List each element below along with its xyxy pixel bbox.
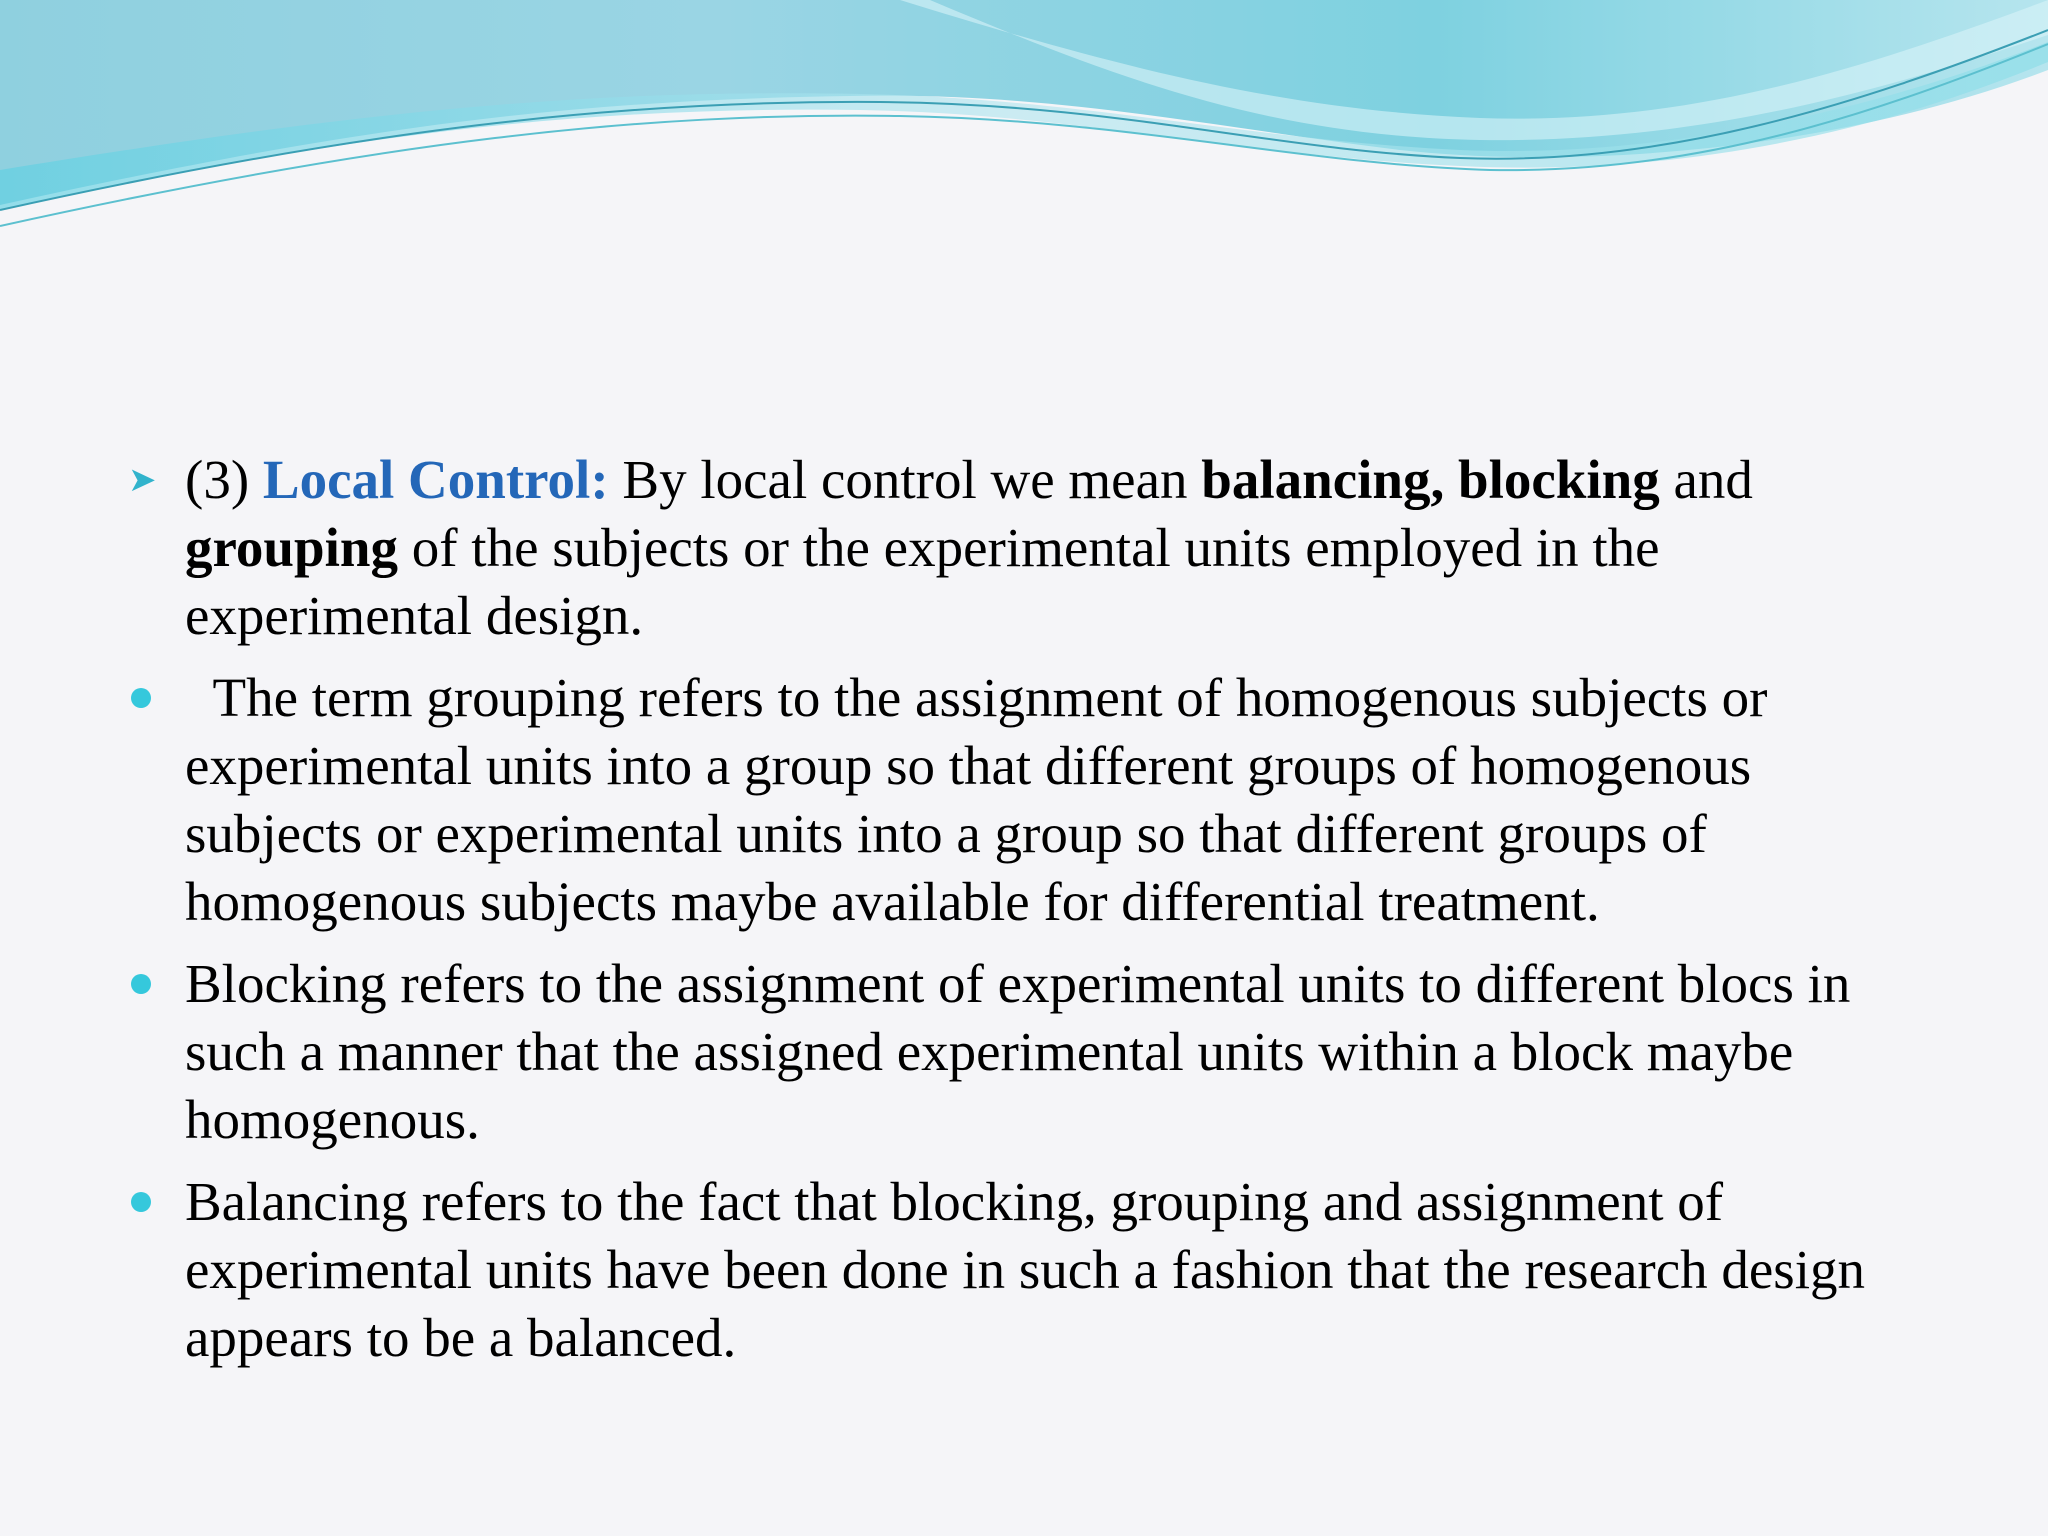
local-control-item [128, 446, 1928, 650]
blocking-item [128, 950, 1928, 1154]
definition-text: By local control we mean [622, 449, 1188, 510]
round-bullet-icon [131, 688, 151, 708]
content-bullet-list [128, 446, 1928, 1386]
balancing-blocking-term: balancing, blocking [1201, 449, 1660, 510]
definition-continuation: of the subjects or the experimental units employed in the experimental design. [185, 517, 1660, 646]
conjunction-text: and [1673, 449, 1753, 510]
balancing-item [128, 1168, 1928, 1372]
blocking-text: Blocking refers to the assignment of experimental units to different blocs in such a manner that the assigned experimental units within a block maybe homogenous. [185, 953, 1851, 1150]
round-bullet-icon [131, 1192, 151, 1212]
section-number: (3) [185, 449, 250, 510]
wave-header-decoration [0, 0, 2048, 240]
grouping-item [128, 664, 1928, 936]
grouping-term: grouping [185, 517, 398, 578]
balancing-text: Balancing refers to the fact that blocking, grouping and assignment of experimental units have been done in such a fashion that the research design appears to be a balanced. [185, 1171, 1865, 1368]
arrow-bullet-icon: ➤ [128, 460, 157, 500]
grouping-text: The term grouping refers to the assignment of homogenous subjects or experimental units into a group so that different groups of homogenous subjects or experimental units into a group so that different groups of homogenous subjects maybe available for differential treatment. [185, 667, 1782, 932]
local-control-heading: Local Control: [262, 449, 609, 510]
round-bullet-icon [131, 974, 151, 994]
